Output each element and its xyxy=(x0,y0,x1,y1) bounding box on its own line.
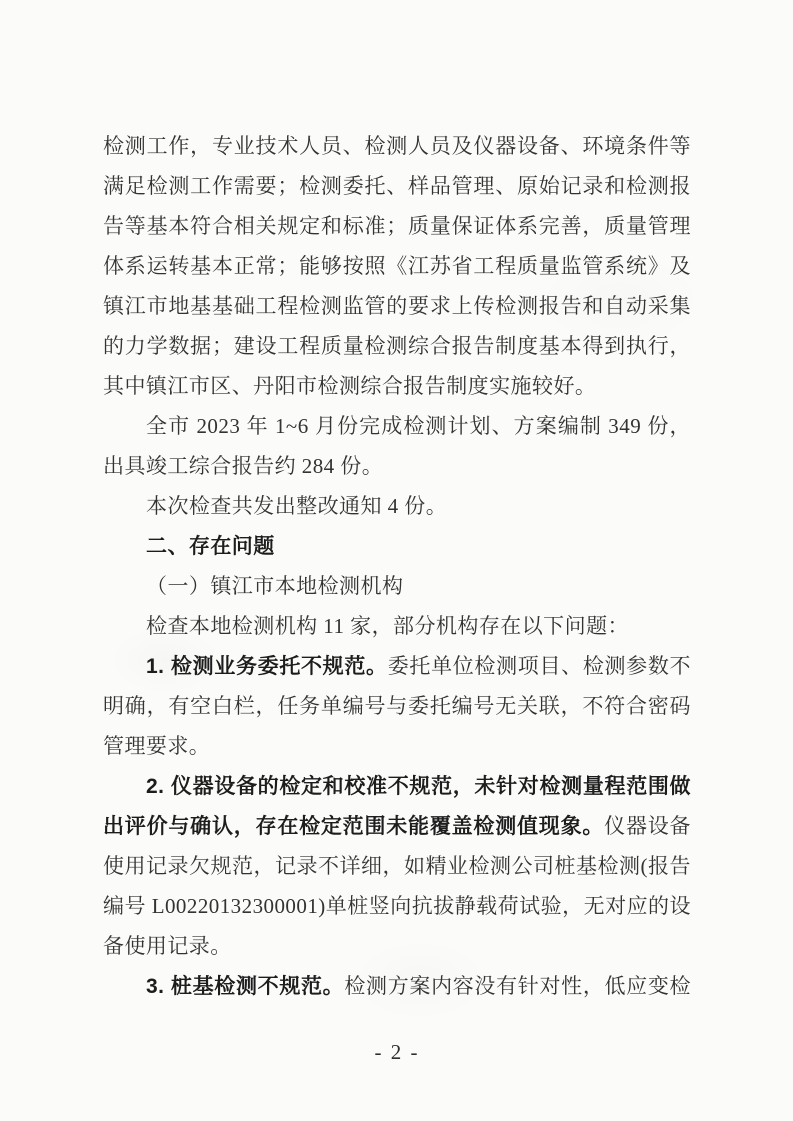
text-line xyxy=(103,566,691,606)
bold-text-segment: 1. 检测业务委托不规范。 xyxy=(146,655,388,678)
text-line xyxy=(103,846,691,886)
text-line xyxy=(103,926,691,966)
text-segment: 镇江市地基基础工程检测监管的要求上传检测报告和自动采集 xyxy=(103,294,691,318)
text-line xyxy=(103,486,691,526)
text-line xyxy=(103,806,691,846)
text-segment: 告等基本符合相关规定和标准；质量保证体系完善，质量管理 xyxy=(103,214,691,238)
text-line xyxy=(103,886,691,926)
page-number: - 2 - xyxy=(374,1040,420,1064)
text-line xyxy=(103,966,691,1006)
text-line xyxy=(103,726,691,766)
text-segment: 委托单位检测项目、检测参数不 xyxy=(387,654,691,678)
bold-text-segment: 二、存在问题 xyxy=(146,535,275,558)
text-segment: 其中镇江市区、丹阳市检测综合报告制度实施较好。 xyxy=(103,374,597,398)
text-line xyxy=(103,766,691,806)
text-segment: 明确，有空白栏，任务单编号与委托编号无关联，不符合密码 xyxy=(103,694,691,718)
text-segment: 检查本地检测机构 11 家，部分机构存在以下问题： xyxy=(146,614,629,638)
document-body xyxy=(103,126,691,1006)
text-line xyxy=(103,686,691,726)
text-segment: 管理要求。 xyxy=(103,734,211,758)
text-segment: 仪器设备 xyxy=(604,814,691,838)
text-line xyxy=(103,606,691,646)
text-line xyxy=(103,446,691,486)
text-segment: 本次检查共发出整改通知 4 份。 xyxy=(146,494,448,518)
text-segment: 满足检测工作需要；检测委托、样品管理、原始记录和检测报 xyxy=(103,174,691,198)
text-segment: 编号 L00220132300001)单桩竖向抗拔静载荷试验，无对应的设 xyxy=(103,894,691,918)
text-segment: 使用记录欠规范，记录不详细，如精业检测公司桩基检测(报告 xyxy=(103,854,691,878)
text-line xyxy=(103,326,691,366)
text-line xyxy=(103,406,691,446)
text-line xyxy=(103,166,691,206)
text-line xyxy=(103,246,691,286)
text-segment: 的力学数据；建设工程质量检测综合报告制度基本得到执行， xyxy=(103,334,691,358)
text-segment: 检测工作，专业技术人员、检测人员及仪器设备、环境条件等 xyxy=(103,134,691,158)
text-segment: 备使用记录。 xyxy=(103,934,232,958)
bold-text-segment: 2. 仪器设备的检定和校准不规范，未针对检测量程范围做 xyxy=(146,775,691,798)
text-line xyxy=(103,126,691,166)
text-segment: 出具竣工综合报告约 284 份。 xyxy=(103,454,384,478)
text-segment: 检测方案内容没有针对性，低应变检 xyxy=(344,974,691,998)
text-segment: （一）镇江市本地检测机构 xyxy=(146,574,404,598)
text-line xyxy=(103,206,691,246)
text-segment: 全市 2023 年 1~6 月份完成检测计划、方案编制 349 份， xyxy=(146,414,691,438)
text-line xyxy=(103,366,691,406)
text-line xyxy=(103,526,691,566)
text-segment: 体系运转基本正常；能够按照《江苏省工程质量监管系统》及 xyxy=(103,254,691,278)
bold-text-segment: 出评价与确认，存在检定范围未能覆盖检测值现象。 xyxy=(103,815,605,838)
text-line xyxy=(103,646,691,686)
bold-text-segment: 3. 桩基检测不规范。 xyxy=(146,975,345,998)
text-line xyxy=(103,286,691,326)
